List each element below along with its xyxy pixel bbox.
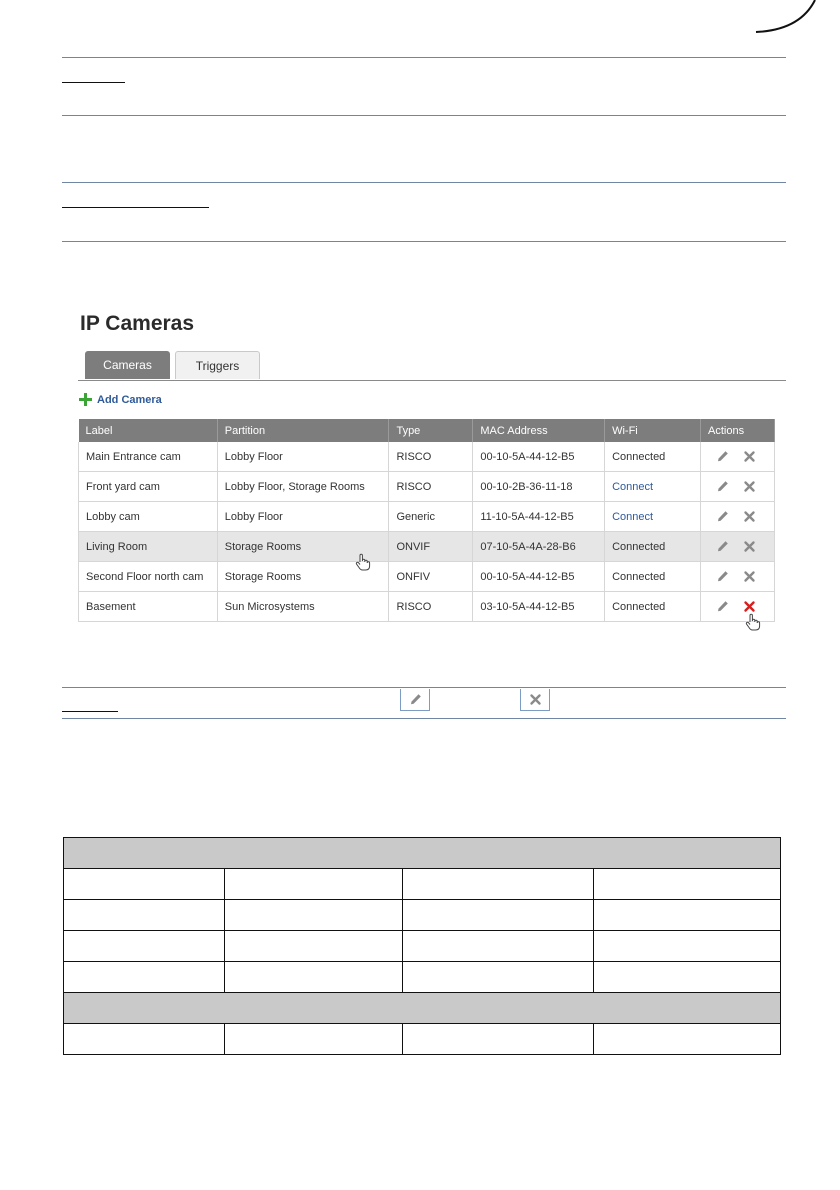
table-row: [64, 900, 781, 931]
cell-partition: Sun Microsystems: [217, 592, 389, 622]
table-cell: [224, 869, 402, 900]
row-actions: [708, 600, 767, 613]
table-cell: [224, 1024, 402, 1055]
heading-underline: [62, 711, 118, 712]
cell-label: Main Entrance cam: [79, 442, 218, 472]
table-cell: [64, 900, 225, 931]
table-cell: [64, 993, 781, 1024]
column-header-type[interactable]: Type: [389, 419, 473, 442]
cell-wifi: Connected: [605, 592, 701, 622]
pencil-icon[interactable]: [716, 540, 729, 553]
close-icon[interactable]: [743, 600, 756, 613]
table-cell: [594, 931, 781, 962]
cell-type: RISCO: [389, 442, 473, 472]
cell-wifi[interactable]: Connect: [605, 502, 701, 532]
column-header-mac[interactable]: MAC Address: [473, 419, 605, 442]
pencil-icon[interactable]: [716, 510, 729, 523]
empty-document-table: [63, 837, 781, 1055]
tab-triggers[interactable]: Triggers: [175, 351, 260, 379]
table-cell: [64, 931, 225, 962]
cell-label: Second Floor north cam: [79, 562, 218, 592]
close-icon[interactable]: [743, 450, 756, 463]
cell-partition: Lobby Floor: [217, 502, 389, 532]
cell-actions: [701, 502, 775, 532]
section-rule: [62, 687, 786, 688]
cell-type: Generic: [389, 502, 473, 532]
table-row: [64, 838, 781, 869]
column-header-actions: Actions: [701, 419, 775, 442]
table-cell: [64, 1024, 225, 1055]
column-header-label[interactable]: Label: [79, 419, 218, 442]
add-camera-label: Add Camera: [97, 393, 162, 406]
cell-type: ONVIF: [389, 532, 473, 562]
table-row[interactable]: [79, 562, 775, 592]
cell-mac: 00-10-5A-44-12-B5: [473, 562, 605, 592]
table-cell: [64, 962, 225, 993]
cell-label: Basement: [79, 592, 218, 622]
table-cell: [64, 838, 781, 869]
table-cell: [402, 931, 594, 962]
column-header-partition[interactable]: Partition: [217, 419, 389, 442]
tab-bar: [78, 351, 786, 381]
table-row: [64, 869, 781, 900]
cell-actions: [701, 472, 775, 502]
close-icon[interactable]: [743, 540, 756, 553]
cell-partition: Storage Rooms: [217, 562, 389, 592]
table-row[interactable]: [79, 532, 775, 562]
cell-wifi: Connected: [605, 532, 701, 562]
table-row[interactable]: [79, 502, 775, 532]
edit-legend-box: [400, 689, 430, 711]
row-actions: [708, 510, 767, 523]
column-header-wifi[interactable]: Wi-Fi: [605, 419, 701, 442]
cell-type: RISCO: [389, 472, 473, 502]
row-actions: [708, 450, 767, 463]
cell-mac: 03-10-5A-44-12-B5: [473, 592, 605, 622]
page-title: IP Cameras: [80, 312, 195, 335]
pencil-icon[interactable]: [716, 570, 729, 583]
table-cell: [594, 900, 781, 931]
heading-underline: [62, 82, 125, 83]
pencil-icon[interactable]: [716, 600, 729, 613]
cell-partition: Storage Rooms: [217, 532, 389, 562]
row-actions: [708, 570, 767, 583]
table-row: [64, 993, 781, 1024]
tab-cameras[interactable]: Cameras: [85, 351, 170, 379]
close-icon[interactable]: [743, 570, 756, 583]
close-icon[interactable]: [743, 510, 756, 523]
cell-type: RISCO: [389, 592, 473, 622]
hand-cursor-icon: [745, 613, 761, 631]
table-row[interactable]: [79, 592, 775, 622]
page-corner-curve: [0, 0, 840, 40]
table-row: [64, 931, 781, 962]
cell-label: Living Room: [79, 532, 218, 562]
cell-wifi: Connected: [605, 562, 701, 592]
table-cell: [224, 900, 402, 931]
cell-label: Front yard cam: [79, 472, 218, 502]
table-cell: [402, 962, 594, 993]
row-actions: [708, 480, 767, 493]
table-row[interactable]: [79, 472, 775, 502]
add-camera-button[interactable]: [79, 393, 162, 406]
hand-cursor-icon: [355, 553, 371, 571]
section-rule: [62, 57, 786, 58]
section-rule: [62, 718, 786, 719]
pencil-icon: [409, 693, 422, 706]
row-actions: [708, 540, 767, 553]
cell-actions: [701, 442, 775, 472]
table-cell: [594, 869, 781, 900]
cell-actions: [701, 532, 775, 562]
table-row[interactable]: [79, 442, 775, 472]
cell-partition: Lobby Floor, Storage Rooms: [217, 472, 389, 502]
section-rule: [62, 115, 786, 116]
heading-underline: [62, 207, 209, 208]
cell-mac: 11-10-5A-44-12-B5: [473, 502, 605, 532]
table-cell: [64, 869, 225, 900]
cell-mac: 00-10-5A-44-12-B5: [473, 442, 605, 472]
table-row: [64, 1024, 781, 1055]
close-icon[interactable]: [743, 480, 756, 493]
cell-wifi: Connected: [605, 442, 701, 472]
table-cell: [224, 962, 402, 993]
delete-legend-box: [520, 689, 550, 711]
cell-mac: 07-10-5A-4A-28-B6: [473, 532, 605, 562]
pencil-icon[interactable]: [716, 480, 729, 493]
cell-label: Lobby cam: [79, 502, 218, 532]
pencil-icon[interactable]: [716, 450, 729, 463]
close-icon: [529, 693, 542, 706]
table-cell: [224, 931, 402, 962]
cameras-table: [78, 419, 775, 622]
cell-type: ONFIV: [389, 562, 473, 592]
table-header-row: [79, 419, 775, 442]
table-cell: [402, 900, 594, 931]
plus-icon: [79, 393, 92, 406]
table-cell: [402, 869, 594, 900]
cell-actions: [701, 592, 775, 622]
section-rule: [62, 241, 786, 242]
table-cell: [402, 1024, 594, 1055]
table-cell: [594, 962, 781, 993]
section-rule: [62, 182, 786, 183]
table-row: [64, 962, 781, 993]
cell-wifi[interactable]: Connect: [605, 472, 701, 502]
table-cell: [594, 1024, 781, 1055]
cell-mac: 00-10-2B-36-11-18: [473, 472, 605, 502]
cell-actions: [701, 562, 775, 592]
cell-partition: Lobby Floor: [217, 442, 389, 472]
